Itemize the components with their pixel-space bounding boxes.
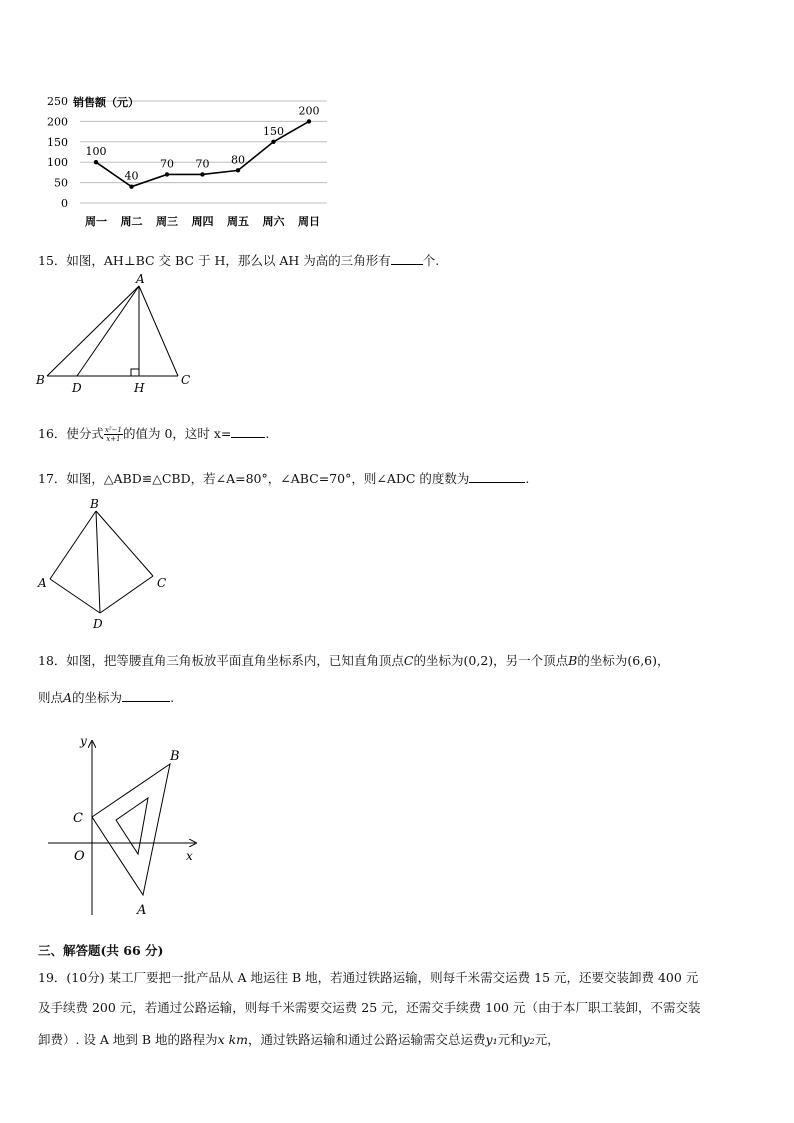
chart-point	[200, 172, 204, 176]
q19-var-y1: y₁	[485, 1032, 498, 1047]
q17-side-BC	[96, 511, 153, 576]
q15-label-H: H	[134, 381, 145, 394]
q16-prefix: 16．使分式	[38, 426, 104, 441]
q16-frac-numerator: x²−1	[104, 426, 122, 434]
chart-point	[94, 160, 98, 164]
q17-suffix: .	[525, 471, 530, 486]
chart-x-tick-label: 周三	[156, 215, 178, 228]
q17-side-CD	[100, 576, 153, 613]
q15-label-B: B	[36, 373, 45, 387]
chart-data-label: 150	[263, 124, 284, 138]
q16-suffix: .	[265, 426, 270, 441]
chart-x-ticks	[85, 214, 320, 228]
q18-label-C: C	[73, 811, 83, 826]
q18-triangle-outer	[92, 764, 170, 895]
chart-data-label: 70	[160, 157, 174, 171]
q18-answer-blank[interactable]	[122, 701, 170, 702]
chart-x-tick-label: 周五	[227, 215, 249, 228]
q17-question: 17．如图，△ABD≌△CBD，若∠A=80°，∠ABC=70°，则∠ADC 的度数为	[38, 471, 470, 486]
q15-figure	[35, 272, 200, 394]
q17-text	[38, 469, 529, 487]
q18-triangle-inner	[116, 798, 148, 854]
chart-x-tick-label: 周二	[120, 215, 143, 228]
q18-point-A: A	[63, 690, 73, 705]
q18-text-f: 则点	[38, 690, 64, 705]
q15-label-A: A	[136, 272, 145, 286]
q19-text-c: 元和	[497, 1032, 523, 1047]
q19-line3	[38, 1030, 560, 1048]
q18-line1	[38, 651, 670, 669]
q15-prefix: 15．如图，AH⊥BC 交 BC 于 H，那么以 AH 为高的三角形有	[38, 253, 391, 268]
chart-y-ticks	[47, 95, 68, 210]
q18-text-d: 的坐标为	[577, 653, 628, 668]
q15-text	[38, 251, 439, 269]
chart-y-tick-label: 200	[47, 115, 68, 129]
q18-text-a: 18．如图，把等腰直角三角板放平面直角坐标系内，已知直角顶点	[38, 653, 404, 668]
chart-y-tick-label: 100	[47, 156, 68, 170]
chart-data-label: 40	[124, 169, 139, 183]
chart-point	[165, 172, 169, 176]
q18-point-C: C	[403, 653, 414, 668]
q18-label-A: A	[137, 903, 147, 918]
sales-line-chart	[40, 90, 340, 235]
q18-coord-C: (0,2)	[463, 653, 494, 668]
chart-point	[129, 184, 133, 188]
q17-side-AD	[50, 579, 100, 613]
chart-data-label: 80	[231, 153, 245, 167]
q15-label-D: D	[72, 381, 82, 394]
q16-fraction	[104, 426, 123, 443]
q17-figure	[35, 496, 175, 634]
q15-suffix: 个.	[422, 253, 440, 268]
q19-line1: 19．(10分) 某工厂要把一批产品从 A 地运往 B 地，若通过铁路运输，则每千米需交运费 15 元，还要交装卸费 400 元	[38, 970, 699, 985]
q15-side-AC	[139, 286, 178, 376]
chart-y-tick-label: 0	[61, 197, 68, 210]
q18-coord-B: (6,6)	[627, 653, 658, 668]
q18-label-B: B	[170, 749, 180, 764]
q18-label-O: O	[74, 849, 85, 864]
chart-x-tick-label: 周日	[298, 215, 320, 228]
q15-answer-blank[interactable]	[391, 264, 423, 265]
q18-text-h: .	[170, 690, 175, 705]
q19-line2: 及手续费 200 元，若通过公路运输，则每千米需要交运费 25 元，还需交手续费 100 元（由于本厂职工装卸，不需交装	[38, 1000, 701, 1015]
q19-text-b: ，通过铁路运输和通过公路运输需交总运费	[248, 1032, 486, 1047]
chart-x-tick-label: 周一	[85, 215, 107, 228]
chart-point	[271, 140, 275, 144]
q17-label-B: B	[90, 497, 99, 511]
chart-x-tick-label: 周四	[191, 215, 214, 228]
q17-diagonal-BD	[96, 511, 100, 613]
chart-x-tick-label: 周六	[262, 215, 285, 228]
chart-y-tick-label: 150	[47, 135, 68, 149]
q19-text-d: 元，	[534, 1032, 560, 1047]
q19-var-y2: y₂	[522, 1032, 535, 1047]
q18-line2	[38, 688, 174, 706]
chart-y-tick-label: 250	[47, 95, 68, 108]
q18-figure	[40, 730, 205, 920]
q18-label-y: y	[80, 734, 87, 748]
section-3-heading: 三、解答题(共 66 分)	[38, 943, 164, 958]
q17-label-A: A	[38, 576, 47, 590]
q16-middle: 的值为 0，这时 x=	[122, 426, 232, 441]
q18-text-c: ，另一个顶点	[493, 653, 569, 668]
q16-answer-blank[interactable]	[231, 437, 265, 438]
chart-gridlines	[80, 101, 327, 203]
chart-point	[307, 119, 311, 123]
q15-side-AB	[47, 286, 139, 376]
q18-text-g: 的坐标为	[72, 690, 123, 705]
chart-data-label: 100	[85, 145, 107, 159]
q18-text-e: ，	[657, 653, 670, 668]
q17-answer-blank[interactable]	[469, 482, 525, 483]
q15-segment-AD	[77, 286, 139, 376]
q19-var-xkm: x km	[217, 1032, 249, 1047]
chart-data-label: 200	[298, 104, 320, 118]
q17-label-C: C	[157, 576, 167, 590]
q17-label-D: D	[93, 617, 103, 631]
chart-data-label: 70	[195, 157, 210, 171]
q18-point-B: B	[568, 653, 578, 668]
q19-text-a: 卸费）. 设 A 地到 B 地的路程为	[38, 1032, 218, 1047]
q15-label-C: C	[181, 373, 191, 387]
q16-text	[38, 424, 269, 443]
chart-data-labels	[86, 104, 320, 182]
q15-right-angle-mark	[131, 369, 139, 376]
chart-ylabel: 销售额（元）	[73, 96, 139, 109]
chart-point	[236, 168, 240, 172]
q18-label-x: x	[186, 849, 193, 863]
chart-y-tick-label: 50	[54, 176, 68, 190]
q18-text-b: 的坐标为	[413, 653, 464, 668]
q16-frac-denominator: x+1	[106, 435, 121, 443]
q17-side-BA	[50, 511, 96, 579]
